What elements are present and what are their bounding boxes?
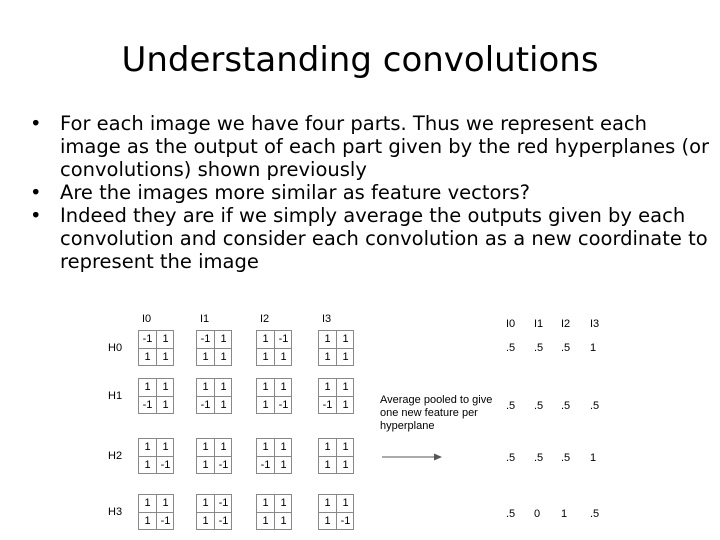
grid-cell: -1 (340, 515, 351, 527)
result-value: 1 (590, 342, 597, 354)
grid-cell: 1 (262, 333, 269, 345)
grid-cell: 1 (342, 351, 349, 363)
grid-cell: 1 (324, 441, 331, 453)
kernel-grid (318, 378, 354, 414)
grid-cell: 1 (342, 333, 349, 345)
grid-cell: 1 (324, 351, 331, 363)
grid-cell: 1 (202, 459, 209, 471)
grid-cell: -1 (142, 399, 153, 411)
result-value: 1 (590, 452, 597, 464)
result-header: I2 (561, 318, 571, 330)
grid-cell: 1 (342, 459, 349, 471)
grid-cell: 1 (220, 399, 227, 411)
grid-cell: 1 (280, 459, 287, 471)
result-header: I1 (534, 318, 544, 330)
grid-cell: 1 (162, 497, 169, 509)
grid-cell: -1 (200, 399, 211, 411)
kernel-grid (318, 494, 354, 530)
kernel-grid (196, 330, 232, 366)
grid-cell: 1 (144, 515, 151, 527)
kernel-grid (138, 330, 174, 366)
grid-cell: 1 (262, 381, 269, 393)
grid-cell: 1 (324, 333, 331, 345)
result-value: 0 (534, 508, 541, 520)
grid-cell: 1 (202, 381, 209, 393)
result-value: .5 (561, 342, 571, 354)
grid-cell: 1 (144, 459, 151, 471)
bullet-dot-icon: • (30, 204, 42, 227)
grid-cell: 1 (220, 441, 227, 453)
right-arrow-icon (382, 452, 442, 462)
grid-cell: 1 (262, 351, 269, 363)
result-value: .5 (534, 342, 544, 354)
kernel-grid (318, 330, 354, 366)
grid-cell: 1 (342, 381, 349, 393)
grid-cell: -1 (278, 399, 289, 411)
kernel-grid (138, 438, 174, 474)
kernel-grid (256, 438, 292, 474)
grid-cell: 1 (324, 459, 331, 471)
result-value: 1 (561, 508, 568, 520)
kernel-grid (318, 438, 354, 474)
grid-cell: 1 (220, 333, 227, 345)
grid-cell: 1 (162, 441, 169, 453)
grid-cell: 1 (280, 515, 287, 527)
pooling-note: Average pooled to give one new feature per hyperplane (380, 394, 493, 432)
hyperplane-label: H0 (108, 342, 123, 354)
grid-cell: 1 (144, 497, 151, 509)
grid-cell: 1 (162, 399, 169, 411)
grid-cell: 1 (144, 351, 151, 363)
result-value: .5 (561, 452, 571, 464)
kernel-grid (256, 330, 292, 366)
grid-cell: 1 (162, 333, 169, 345)
bullet-dot-icon: • (30, 181, 42, 204)
result-value: .5 (506, 400, 516, 412)
grid-cell: 1 (202, 351, 209, 363)
result-value: .5 (590, 508, 600, 520)
result-header: I3 (590, 318, 600, 330)
bullet-dot-icon: • (30, 112, 42, 135)
kernel-grid (138, 494, 174, 530)
grid-cell: 1 (202, 497, 209, 509)
kernel-grid (256, 378, 292, 414)
grid-cell: 1 (324, 515, 331, 527)
grid-cell: 1 (324, 381, 331, 393)
grid-cell: -1 (160, 515, 171, 527)
grid-cell: 1 (262, 515, 269, 527)
bullet-text: For each image we have four parts. Thus we represent each image as the output of each part given by the red hyperplanes (or convolutions) shown previously (60, 112, 710, 181)
grid-cell: -1 (218, 515, 229, 527)
grid-cell: 1 (202, 441, 209, 453)
grid-cell: 1 (342, 399, 349, 411)
hyperplane-label: H3 (108, 506, 123, 518)
grid-cell: -1 (200, 333, 211, 345)
result-value: .5 (506, 508, 516, 520)
kernel-grid (196, 494, 232, 530)
grid-cell: 1 (144, 441, 151, 453)
grid-cell: 1 (220, 381, 227, 393)
grid-cell: 1 (262, 399, 269, 411)
grid-cell: 1 (280, 351, 287, 363)
grid-cell: 1 (262, 441, 269, 453)
grid-cell: 1 (324, 497, 331, 509)
grid-cell: -1 (278, 333, 289, 345)
image-label: I1 (200, 313, 210, 325)
slide-title: Understanding convolutions (121, 40, 599, 80)
bullet-text: Are the images more similar as feature vectors? (60, 181, 530, 204)
result-value: .5 (506, 452, 516, 464)
grid-cell: -1 (218, 459, 229, 471)
grid-cell: 1 (162, 351, 169, 363)
result-value: .5 (534, 400, 544, 412)
grid-cell: 1 (162, 381, 169, 393)
image-label: I0 (142, 313, 152, 325)
grid-cell: 1 (280, 381, 287, 393)
bullet-text: Indeed they are if we simply average the outputs given by each convolution and consider each convolution as a new coordinate to represent the image (60, 204, 708, 273)
grid-cell: 1 (202, 515, 209, 527)
kernel-grid (256, 494, 292, 530)
kernel-grid (196, 438, 232, 474)
hyperplane-label: H2 (108, 450, 123, 462)
kernel-grid (138, 378, 174, 414)
result-value: .5 (534, 452, 544, 464)
grid-cell: 1 (280, 441, 287, 453)
grid-cell: 1 (342, 441, 349, 453)
result-value: .5 (506, 342, 516, 354)
grid-cell: 1 (342, 497, 349, 509)
grid-cell: -1 (142, 333, 153, 345)
grid-cell: -1 (322, 399, 333, 411)
grid-cell: 1 (220, 351, 227, 363)
grid-cell: -1 (260, 459, 271, 471)
result-value: .5 (561, 400, 571, 412)
grid-cell: -1 (218, 497, 229, 509)
grid-cell: -1 (160, 459, 171, 471)
image-label: I2 (260, 313, 270, 325)
result-value: .5 (590, 400, 600, 412)
image-label: I3 (322, 313, 332, 325)
grid-cell: 1 (280, 497, 287, 509)
hyperplane-label: H1 (108, 390, 123, 402)
grid-cell: 1 (144, 381, 151, 393)
result-header: I0 (506, 318, 516, 330)
kernel-grid (196, 378, 232, 414)
grid-cell: 1 (262, 497, 269, 509)
